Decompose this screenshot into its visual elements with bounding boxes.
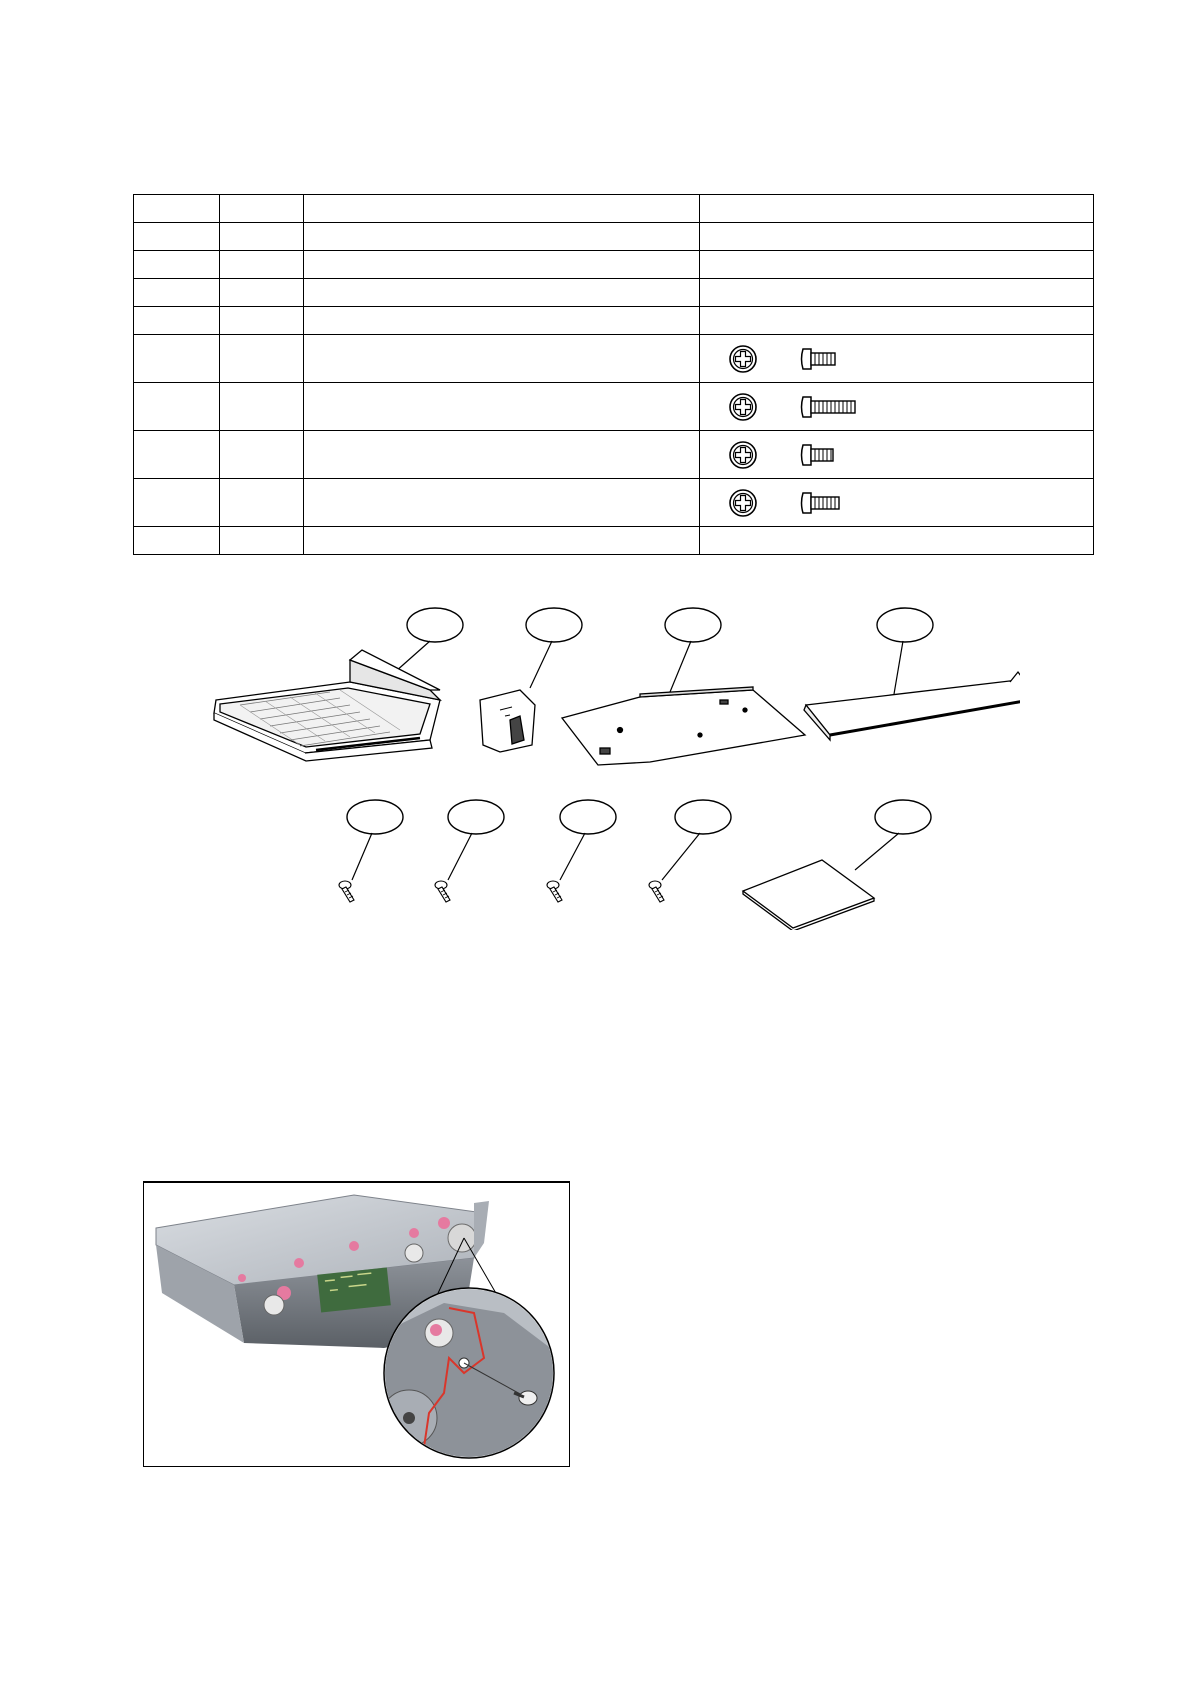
table-cell — [134, 195, 220, 223]
screw-icon — [435, 881, 450, 902]
table-row — [134, 383, 1094, 431]
table-cell — [304, 279, 700, 307]
table-cell — [304, 251, 700, 279]
callout-circle — [560, 800, 616, 880]
callout-circle — [662, 800, 731, 880]
screw-cell — [700, 335, 1094, 383]
parts-table — [133, 194, 1094, 555]
table-row — [134, 527, 1094, 555]
short-screw-icon — [726, 341, 866, 377]
table-row — [134, 431, 1094, 479]
table-cell — [134, 223, 220, 251]
table-cell — [304, 223, 700, 251]
table-cell — [220, 383, 304, 431]
short-screw-icon — [726, 437, 866, 473]
duplex-unit-icon — [214, 650, 440, 761]
table-cell — [220, 307, 304, 335]
callout-circle — [395, 608, 463, 672]
table-cell — [220, 223, 304, 251]
unit-photo-image — [144, 1183, 569, 1466]
table-cell — [304, 383, 700, 431]
table-cell — [134, 279, 220, 307]
table-cell — [220, 195, 304, 223]
callout-circle — [347, 800, 403, 880]
long-screw-icon — [726, 389, 866, 425]
table-row — [134, 279, 1094, 307]
photo — [143, 1181, 570, 1467]
guide-cover-icon — [480, 690, 535, 752]
table-cell — [700, 527, 1094, 555]
table-cell — [220, 335, 304, 383]
table-row — [134, 335, 1094, 383]
medium-screw-icon — [726, 485, 866, 521]
table-cell — [700, 251, 1094, 279]
parts-illustration — [200, 600, 1020, 930]
table-cell — [134, 307, 220, 335]
table-cell — [220, 527, 304, 555]
callout-circle — [526, 608, 582, 688]
screw-cell — [700, 479, 1094, 527]
screw-cell — [700, 383, 1094, 431]
callout-circle — [877, 608, 933, 700]
table-cell — [220, 479, 304, 527]
table-cell — [304, 307, 700, 335]
table-cell — [700, 195, 1094, 223]
table-cell — [304, 195, 700, 223]
table-cell — [134, 251, 220, 279]
table-cell — [700, 279, 1094, 307]
table-cell — [304, 335, 700, 383]
table-cell — [304, 479, 700, 527]
table-cell — [700, 223, 1094, 251]
table-cell — [220, 279, 304, 307]
screw-icon — [339, 881, 354, 902]
table-cell — [134, 479, 220, 527]
table-cell — [304, 431, 700, 479]
table-cell — [700, 307, 1094, 335]
base-plate-icon — [562, 687, 805, 765]
table-cell — [220, 431, 304, 479]
table-cell — [134, 383, 220, 431]
callout-circle — [855, 800, 931, 870]
table-cell — [220, 251, 304, 279]
table-cell — [134, 431, 220, 479]
table-row — [134, 195, 1094, 223]
table-row — [134, 251, 1094, 279]
screw-cell — [700, 431, 1094, 479]
table-row — [134, 223, 1094, 251]
table-row — [134, 307, 1094, 335]
table-cell — [304, 527, 700, 555]
instruction-sheet-icon — [743, 860, 874, 930]
table-cell — [134, 335, 220, 383]
tray-cover-icon — [804, 672, 1020, 740]
callout-circle — [665, 608, 721, 692]
table-row — [134, 479, 1094, 527]
screw-icon — [649, 881, 664, 902]
table-cell — [134, 527, 220, 555]
callout-circle — [448, 800, 504, 880]
screw-icon — [547, 881, 562, 902]
